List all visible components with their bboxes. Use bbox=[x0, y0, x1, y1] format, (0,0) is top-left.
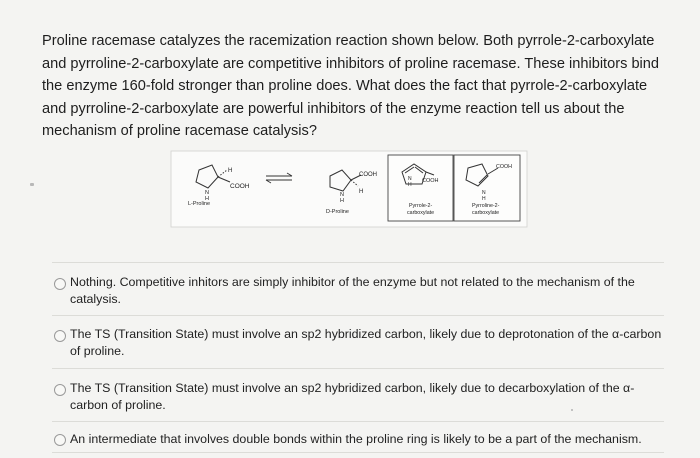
answer-option-1[interactable] bbox=[52, 262, 664, 315]
pyrroline-n: N bbox=[482, 190, 486, 196]
d-proline-label: D-Proline bbox=[326, 209, 349, 215]
radio-button-1[interactable] bbox=[54, 278, 66, 290]
l-proline-label: L-Proline bbox=[188, 201, 211, 207]
pyrrole-coo: COOH bbox=[422, 178, 439, 184]
pyrrole-label-line2: carboxylate bbox=[407, 210, 435, 216]
margin-mark bbox=[30, 183, 34, 186]
pyrroline-label-line1: Pyrroline-2- bbox=[472, 203, 500, 209]
d-proline-cooh: COOH bbox=[359, 172, 377, 178]
pyrroline-nh: H bbox=[482, 196, 486, 202]
answer-option-3[interactable] bbox=[52, 368, 664, 421]
stray-mark bbox=[571, 409, 573, 411]
answer-option-2[interactable] bbox=[52, 315, 664, 368]
answer-option-4[interactable] bbox=[52, 421, 664, 453]
pyrroline-coo: COOH bbox=[496, 164, 512, 170]
pyrrole-label-line1: Pyrrole-2- bbox=[409, 203, 433, 209]
answer-options bbox=[52, 262, 664, 453]
l-proline-nh: H bbox=[205, 196, 209, 202]
d-proline-nh: H bbox=[340, 198, 344, 204]
pyrrole-n: N bbox=[408, 176, 412, 182]
answer-option-2-text: The TS (Transition State) must involve an sp2 hybridized carbon, likely due to deprotonation of the α-carbon of proline. bbox=[70, 327, 662, 358]
pyrrole-nh: H bbox=[408, 182, 412, 188]
l-proline-h-top: H bbox=[228, 168, 233, 174]
d-proline-h: H bbox=[359, 189, 364, 195]
answer-option-1-text: Nothing. Competitive inhitors are simply inhibitor of the enzyme but not related to the mechanism of the catalysis. bbox=[70, 275, 635, 306]
d-proline-n: N bbox=[340, 192, 344, 198]
answer-option-3-text: The TS (Transition State) must involve an sp2 hybridized carbon, likely due to decarboxylation of the α-carbon of proline. bbox=[70, 381, 635, 412]
question-text: Proline racemase catalyzes the racemization reaction shown below. Both pyrrole-2-carboxylate and pyrroline-2-carboxylate are competitive inhibitors of proline racemase. These inhibitors bind the enzyme 160-fold stronger than proline does. What does the fact that pyrrole-2-carboxylate and pyrroline-2-carboxylate are powerful inhibitors of the enzyme reaction tell us about the mechanism of proline racemase catalysis? bbox=[42, 33, 660, 140]
reaction-figure bbox=[170, 150, 530, 230]
l-proline-n: N bbox=[205, 190, 209, 196]
radio-button-4[interactable] bbox=[54, 434, 66, 446]
radio-button-3[interactable] bbox=[54, 384, 66, 396]
answer-option-4-text: An intermediate that involves double bonds within the proline ring is likely to be a part of the mechanism. bbox=[70, 432, 642, 446]
l-proline-cooh: COOH bbox=[230, 183, 250, 190]
radio-button-2[interactable] bbox=[54, 330, 66, 342]
pyrroline-label-line2: carboxylate bbox=[472, 210, 500, 216]
